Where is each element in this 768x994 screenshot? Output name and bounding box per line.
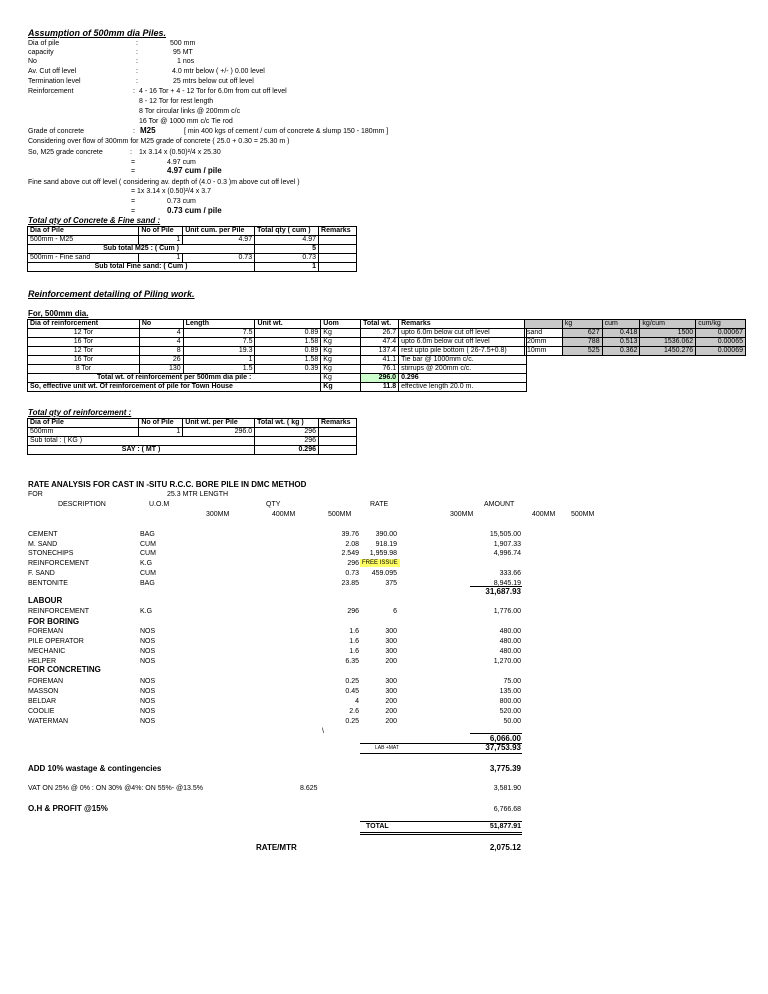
item-amount: 520.00 [499, 708, 521, 715]
colon: : [136, 58, 138, 65]
for-label: FOR [28, 491, 43, 498]
item-rate: 918.19 [375, 541, 397, 548]
row-value: 4 - 16 Tor + 4 - 12 Tor for 6.0m from cut off level [139, 88, 287, 95]
sand-note: Fine sand above cut off level ( considering av. depth of (4.0 - 0.3 )m above cut off level ) [28, 179, 300, 186]
item-uom: NOS [140, 718, 156, 725]
item-desc: STONECHIPS [28, 550, 74, 557]
item-uom: CUM [140, 570, 156, 577]
td [319, 245, 357, 254]
item-desc: WATERMAN [28, 718, 69, 725]
labour-title: LABOUR [28, 596, 63, 605]
th: Remarks [399, 320, 527, 329]
item-uom: NOS [140, 708, 156, 715]
free-issue-badge: FREE ISSUE [362, 560, 398, 566]
td: 137.4 [361, 347, 399, 356]
td: 0.73 [183, 254, 255, 263]
item-desc: FOREMAN [28, 678, 63, 685]
reinf-qty-title: Total qty of reinforcement : [28, 408, 132, 417]
divider [360, 821, 522, 822]
reinf-extra: 8 - 12 Tor for rest length [139, 98, 214, 105]
td: 8 [139, 347, 183, 356]
divider [360, 753, 522, 754]
th: No of Pile [139, 419, 183, 428]
table-row [28, 347, 527, 356]
row-label: Termination level [28, 78, 81, 85]
item-rate: 390.00 [375, 531, 397, 538]
item-amount: 8,945.19 [493, 580, 521, 587]
td: Kg [321, 329, 361, 338]
sand-formula: = 1x 3.14 x (0.50)²/4 x 3.7 [131, 188, 211, 195]
td: sand [525, 329, 563, 338]
item-rate: 200 [385, 698, 397, 705]
td: 500mm [28, 428, 139, 437]
effective-value: 11.8 [361, 383, 399, 392]
td: 1 [139, 236, 183, 245]
item-rate: 375 [385, 580, 397, 587]
item-rate: 300 [385, 688, 397, 695]
td: 12 Tor [28, 329, 140, 338]
td: 20mm [525, 338, 563, 347]
td: Kg [321, 347, 361, 356]
colon: : [133, 88, 135, 95]
item-qty: 2.08 [345, 541, 359, 548]
td: upto 6.0m below cut off level [399, 329, 527, 338]
item-qty: 23.85 [341, 580, 359, 587]
so-val1: 4.97 cum [167, 159, 196, 166]
item-uom: BAG [140, 531, 155, 538]
item-uom: BAG [140, 580, 155, 587]
row-value: 4.0 mtr below ( +/- ) 0.00 level [172, 68, 265, 75]
subtotal-value: 5 [255, 245, 319, 254]
td [319, 263, 357, 272]
so-val2: 4.97 cum / pile [167, 166, 222, 175]
colon: : [136, 49, 138, 56]
td: 296 [255, 428, 319, 437]
item-desc: M. SAND [28, 541, 58, 548]
divider [360, 834, 522, 835]
subtotal-value: 1 [255, 263, 319, 272]
th: Total qty ( cum ) [255, 227, 319, 236]
item-uom: K.G [140, 560, 153, 567]
th: No [139, 320, 183, 329]
total-uom: Kg [321, 374, 361, 383]
row-label: No [28, 58, 37, 65]
boring-title: FOR BORING [28, 617, 80, 626]
divider [360, 832, 522, 833]
td: Kg [321, 338, 361, 347]
td: 0.89 [255, 329, 321, 338]
td: 26 [139, 356, 183, 365]
td: 16 Tor [28, 338, 140, 347]
row-value: 1 nos [177, 58, 195, 65]
table-row [28, 356, 527, 365]
item-desc: F. SAND [28, 570, 55, 577]
item-amount: 800.00 [499, 698, 521, 705]
labmat-label: LAB +MAT [375, 745, 399, 751]
item-qty: 2.549 [341, 550, 359, 557]
td: 500mm - M25 [28, 236, 139, 245]
rate-per-mtr-label: RATE/MTR [256, 843, 297, 852]
effective-uom: Kg [321, 383, 361, 392]
table-header-row [28, 320, 527, 329]
item-desc: REINFORCEMENT [28, 608, 90, 615]
td [319, 437, 357, 446]
td: 41.1 [361, 356, 399, 365]
td: 1.5 [183, 365, 255, 374]
subtotal-row [28, 437, 357, 446]
item-rate: 300 [385, 678, 397, 685]
effective-label: So, effective unit wt. Of reinforcement of pile for Town House [28, 383, 321, 392]
th: Remarks [319, 419, 357, 428]
td: 0.362 [602, 347, 640, 356]
table-row [525, 347, 746, 356]
item-qty: 0.25 [345, 678, 359, 685]
col-amount: AMOUNT [484, 501, 515, 508]
td: 4.97 [255, 236, 319, 245]
item-uom: NOS [140, 688, 156, 695]
td: 0.513 [602, 338, 640, 347]
col-uom: U.O.M [149, 501, 170, 508]
item-uom: NOS [140, 628, 156, 635]
so-eq: = [131, 168, 136, 175]
td: 19.3 [183, 347, 255, 356]
effective-row [28, 383, 527, 392]
td: 525 [562, 347, 602, 356]
td: 4 [139, 338, 183, 347]
vat-label: VAT ON 25% @ 0% : ON 30% @4%: ON 55%- @13.5% [28, 785, 203, 792]
table-header-row [525, 320, 746, 329]
row-label: Dia of pile [28, 40, 60, 47]
total-label: TOTAL [366, 823, 389, 830]
concrete-table [27, 226, 357, 272]
td [319, 428, 357, 437]
item-desc: FOREMAN [28, 628, 63, 635]
item-qty: 0.25 [345, 718, 359, 725]
total-mt: 0.296 [399, 374, 527, 383]
say-row [28, 446, 357, 455]
td: 1450.276 [640, 347, 696, 356]
col-qty: QTY [266, 501, 281, 508]
total-label: Total wt. of reinforcement per 500mm dia pile : [28, 374, 321, 383]
th: Remarks [319, 227, 357, 236]
item-amount: 135.00 [499, 688, 521, 695]
col-500mm-amount: 500MM [571, 511, 595, 518]
th: Unit wt. per Pile [183, 419, 255, 428]
item-desc: PILE OPERATOR [28, 638, 84, 645]
for-value: 25.3 MTR LENGTH [167, 491, 229, 498]
subtotal-value: 296 [255, 437, 319, 446]
item-desc: MASSON [28, 688, 59, 695]
row-value: 500 mm [170, 40, 196, 47]
th: Uom [321, 320, 361, 329]
say-label: SAY : ( MT ) [28, 446, 255, 455]
material-total: 31,687.93 [485, 587, 521, 596]
td: 4.97 [183, 236, 255, 245]
item-desc: BELDAR [28, 698, 57, 705]
table-header-row [28, 419, 357, 428]
row-label: capacity [28, 49, 54, 56]
td: 7.5 [183, 329, 255, 338]
item-rate: 200 [385, 718, 397, 725]
td: 76.1 [361, 365, 399, 374]
row-label: Reinforcement [28, 88, 74, 95]
item-uom: NOS [140, 658, 156, 665]
td: 130 [139, 365, 183, 374]
item-rate: 200 [385, 708, 397, 715]
th: No of Pile [139, 227, 183, 236]
item-amount: 50.00 [503, 718, 521, 725]
item-uom: CUM [140, 541, 156, 548]
wastage-label: ADD 10% wastage & contingencies [28, 764, 162, 773]
td: 0.00067 [696, 329, 746, 338]
sand-eq: = [131, 198, 136, 205]
table-row [28, 329, 527, 338]
oh-label: O.H & PROFIT @15% [28, 804, 108, 813]
sand-eq: = [131, 208, 136, 215]
item-rate: 459.095 [371, 570, 397, 577]
td: Kg [321, 365, 361, 374]
th: Unit cum. per Pile [183, 227, 255, 236]
item-qty: 0.73 [345, 570, 359, 577]
th: Unit wt. [255, 320, 321, 329]
reinf-extra: 16 Tor @ 1000 mm c/c Tie rod [139, 118, 233, 125]
item-rate: 200 [385, 658, 397, 665]
item-amount: 1,270.00 [493, 658, 521, 665]
grade-label: Grade of concrete [28, 128, 85, 135]
item-rate: 300 [385, 648, 397, 655]
subtotal-row [28, 263, 357, 272]
total-value: 296.0 [361, 374, 399, 383]
item-desc: REINFORCEMENT [28, 560, 90, 567]
reinf-detail-subtitle: For, 500mm dia. [28, 309, 89, 318]
item-qty: 1.6 [349, 648, 359, 655]
td: 1 [139, 254, 183, 263]
labmat-value: 37,753.93 [485, 743, 521, 752]
td: 500mm - Fine sand [28, 254, 139, 263]
th: kg/cum [640, 320, 696, 329]
table-row [28, 254, 357, 263]
item-uom: NOS [140, 648, 156, 655]
sand-val2: 0.73 cum / pile [167, 206, 222, 215]
td: 1500 [640, 329, 696, 338]
reinf-detail-title: Reinforcement detailing of Piling work. [28, 289, 195, 299]
item-qty: 1.6 [349, 638, 359, 645]
td: 788 [562, 338, 602, 347]
item-amount: 1,776.00 [493, 608, 521, 615]
item-qty: 39.76 [341, 531, 359, 538]
td: 1 [139, 428, 183, 437]
td: 1.58 [255, 338, 321, 347]
rate-title: RATE ANALYSIS FOR CAST IN -SITU R.C.C. BORE PILE IN DMC METHOD [28, 480, 307, 489]
th: Length [183, 320, 255, 329]
colon: : [136, 78, 138, 85]
td: upto 6.0m below cut off level [399, 338, 527, 347]
td: Tie bar @ 1000mm c/c. [399, 356, 527, 365]
td: 47.4 [361, 338, 399, 347]
item-qty: 296 [347, 560, 359, 567]
table-row [525, 338, 746, 347]
item-uom: K.G [140, 608, 153, 615]
wastage-value: 3,775.39 [489, 764, 521, 773]
td: 0.418 [602, 329, 640, 338]
colon: : [130, 149, 132, 156]
row-value: 25 mtrs below cut off level [173, 78, 254, 85]
labour-total: 6,066.00 [489, 734, 521, 743]
item-rate: 1,959.98 [369, 550, 397, 557]
td: 0.00069 [696, 347, 746, 356]
td: 627 [562, 329, 602, 338]
th: Dia of Pile [28, 419, 139, 428]
td: 296.0 [183, 428, 255, 437]
concreting-title: FOR CONCRETING [28, 665, 101, 674]
td: 12 Tor [28, 347, 140, 356]
td: 0.73 [255, 254, 319, 263]
th: Dia of reinforcement [28, 320, 140, 329]
row-value: 95 MT [173, 49, 193, 56]
item-desc: CEMENT [28, 531, 58, 538]
item-qty: 0.45 [345, 688, 359, 695]
col-300mm-amount: 300MM [450, 511, 474, 518]
reinf-extra: 8 Tor circular links @ 200mm c/c [139, 108, 241, 115]
assumption-title: Assumption of 500mm dia Piles. [28, 28, 167, 38]
subtotal-row [28, 245, 357, 254]
item-qty: 296 [347, 608, 359, 615]
td: 10mm [525, 347, 563, 356]
col-500mm: 500MM [328, 511, 352, 518]
table-row [525, 329, 746, 338]
th: cum/kg [696, 320, 746, 329]
td [319, 446, 357, 455]
reinf-qty-table [27, 418, 357, 455]
table-row [28, 365, 527, 374]
subtotal-label: Sub total Fine sand: ( Cum ) [28, 263, 255, 272]
item-desc: MECHANIC [28, 648, 66, 655]
colon: : [136, 40, 138, 47]
td: 16 Tor [28, 356, 140, 365]
so-eq: = [131, 159, 136, 166]
item-rate: 300 [385, 628, 397, 635]
row-label: Av. Cut off level [28, 68, 77, 75]
total-row [28, 374, 527, 383]
col-rate: RATE [370, 501, 389, 508]
col-400mm: 400MM [272, 511, 296, 518]
item-desc: COOLIE [28, 708, 55, 715]
item-uom: NOS [140, 698, 156, 705]
td: rest upto pile bottom ( 26-7.5+0.8) [399, 347, 527, 356]
td: 0.39 [255, 365, 321, 374]
item-amount: 1,907.33 [493, 541, 521, 548]
item-desc: HELPER [28, 658, 57, 665]
rate-per-mtr-value: 2,075.12 [489, 843, 521, 852]
table-row [28, 338, 527, 347]
td: 0.89 [255, 347, 321, 356]
subtotal-label: Sub total : ( KG ) [28, 437, 255, 446]
overflow-note: Considering over flow of 300mm for M25 grade of concrete ( 25.0 + 0.30 = 25.30 m ) [28, 138, 290, 145]
concrete-table-title: Total qty of Concrete & Fine sand : [28, 216, 161, 225]
item-rate: 300 [385, 638, 397, 645]
grade-value: M25 [140, 126, 156, 135]
td: stirrups @ 200mm c/c. [399, 365, 527, 374]
item-amount: 333.66 [499, 570, 521, 577]
col-400mm-amount: 400MM [532, 511, 556, 518]
item-amount: 480.00 [499, 628, 521, 635]
table-row [28, 428, 357, 437]
td: 7.5 [183, 338, 255, 347]
td: 8 Tor [28, 365, 140, 374]
colon: : [136, 68, 138, 75]
td [319, 254, 357, 263]
so-formula: 1x 3.14 x (0.50)²/4 x 25.30 [139, 149, 221, 156]
table-row [28, 236, 357, 245]
side-table [524, 319, 746, 356]
item-qty: 2.6 [349, 708, 359, 715]
item-uom: NOS [140, 678, 156, 685]
item-uom: CUM [140, 550, 156, 557]
td: 1.58 [255, 356, 321, 365]
td: 26.7 [361, 329, 399, 338]
vat-mid: 8.625 [300, 785, 318, 792]
item-qty: 1.6 [349, 628, 359, 635]
oh-value: 6,766.68 [493, 806, 521, 813]
so-label: So, M25 grade concrete [28, 149, 103, 156]
stray-backslash: \ [322, 728, 324, 735]
vat-value: 3,581.90 [493, 785, 521, 792]
th [525, 320, 563, 329]
th: Total wt. ( kg ) [255, 419, 319, 428]
th: Dia of Pile [28, 227, 139, 236]
subtotal-label: Sub total M25 : ( Cum ) [28, 245, 255, 254]
td: Kg [321, 356, 361, 365]
item-rate: 6 [393, 608, 397, 615]
item-qty: 4 [355, 698, 359, 705]
total-value: 51,877.91 [489, 823, 521, 830]
say-value: 0.296 [255, 446, 319, 455]
item-amount: 4,996.74 [493, 550, 521, 557]
col-description: DESCRIPTION [58, 501, 106, 508]
item-qty: 6.35 [345, 658, 359, 665]
th: kg [562, 320, 602, 329]
sand-val1: 0.73 cum [167, 198, 196, 205]
td: 0.00065 [696, 338, 746, 347]
td [319, 236, 357, 245]
td: 1536.062 [640, 338, 696, 347]
colon: : [133, 128, 135, 135]
item-amount: 15,505.00 [489, 531, 521, 538]
grade-note: [ min 400 kgs of cement / cum of concrete & slump 150 - 180mm ] [184, 128, 389, 135]
reinf-detail-table [27, 319, 527, 392]
td: 1 [183, 356, 255, 365]
item-amount: 480.00 [499, 648, 521, 655]
th: cum [602, 320, 640, 329]
item-uom: NOS [140, 638, 156, 645]
col-300mm: 300MM [206, 511, 230, 518]
td: 4 [139, 329, 183, 338]
item-amount: 75.00 [503, 678, 521, 685]
item-amount: 480.00 [499, 638, 521, 645]
th: Total wt. [361, 320, 399, 329]
table-header-row [28, 227, 357, 236]
item-desc: BENTONITE [28, 580, 68, 587]
effective-note: effective length 20.0 m. [399, 383, 527, 392]
